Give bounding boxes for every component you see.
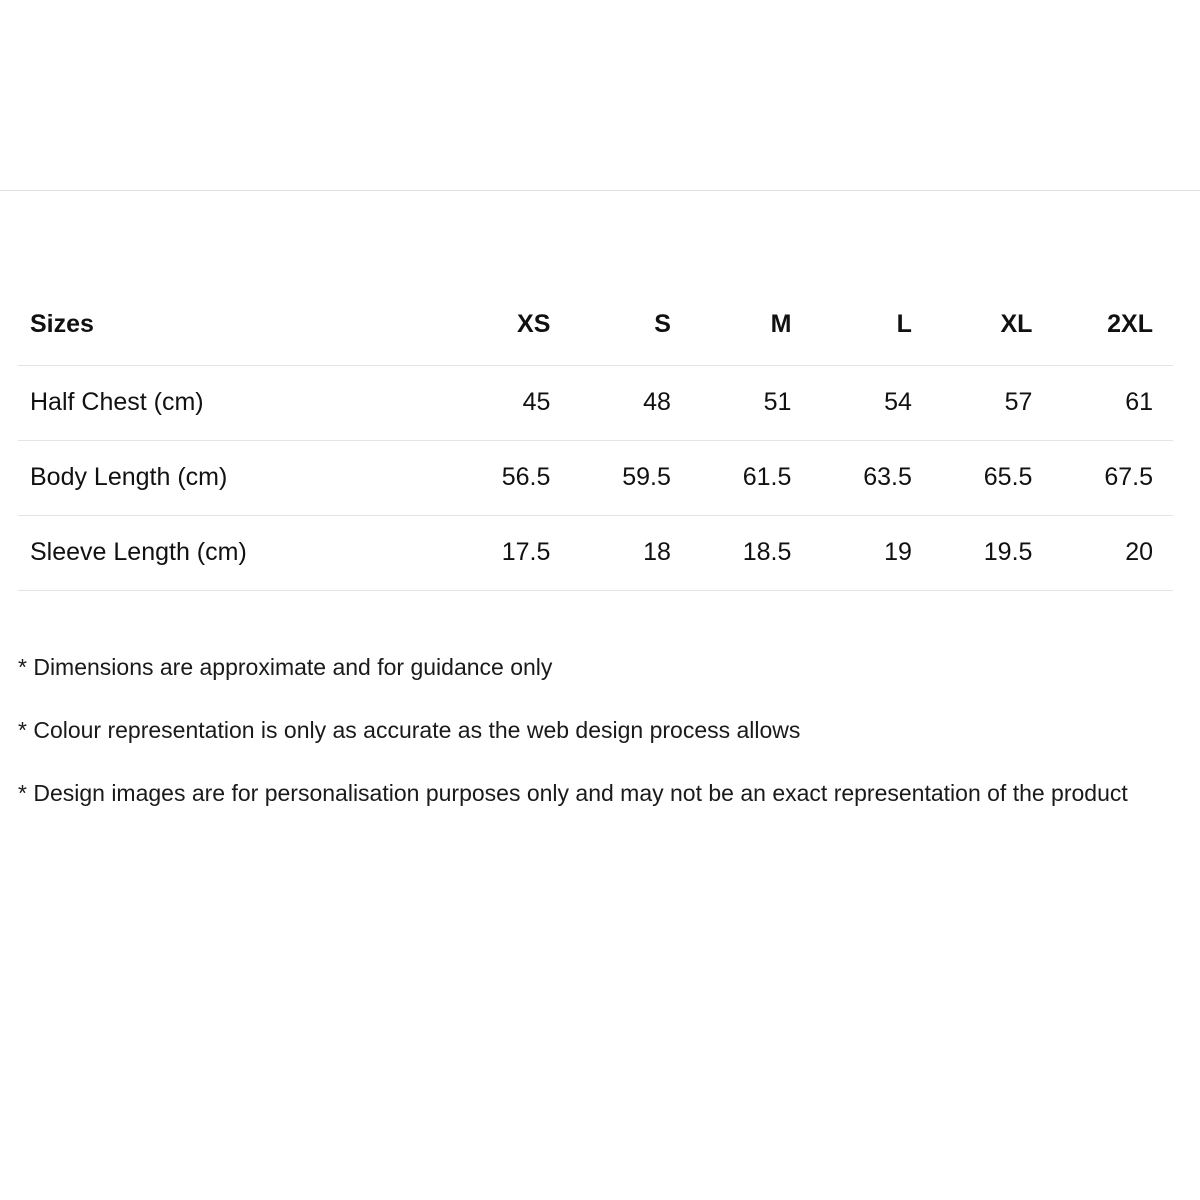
size-guide-content bbox=[0, 285, 1200, 811]
column-header-l: L bbox=[896, 310, 912, 339]
column-header-s: S bbox=[654, 310, 671, 339]
size-chart-head bbox=[18, 285, 1173, 365]
note-design-images: * Design images are for personalisation purposes only and may not be an exact representation of the product bbox=[18, 780, 1128, 807]
column-header-sizes: Sizes bbox=[30, 310, 94, 339]
cell-sleeve-length-m: 18.5 bbox=[742, 538, 792, 566]
column-header-2xl: 2XL bbox=[1107, 310, 1153, 339]
row-label-half-chest: Half Chest (cm) bbox=[30, 388, 204, 416]
cell-sleeve-length-2xl: 20 bbox=[1125, 538, 1153, 566]
row-label-body-length: Body Length (cm) bbox=[30, 463, 228, 491]
column-header-m: M bbox=[770, 310, 792, 339]
cell-half-chest-l: 54 bbox=[884, 388, 912, 416]
cell-body-length-l: 63.5 bbox=[863, 463, 912, 491]
cell-half-chest-s: 48 bbox=[643, 388, 671, 416]
cell-half-chest-xl: 57 bbox=[1004, 388, 1033, 416]
cell-sleeve-length-xs: 17.5 bbox=[501, 538, 551, 566]
size-chart-table bbox=[18, 285, 1173, 591]
table-row bbox=[18, 440, 1173, 515]
row-label-sleeve-length: Sleeve Length (cm) bbox=[30, 538, 247, 566]
cell-half-chest-2xl: 61 bbox=[1125, 388, 1153, 416]
column-header-xs: XS bbox=[517, 310, 551, 339]
notes-section bbox=[0, 651, 1200, 811]
cell-sleeve-length-xl: 19.5 bbox=[983, 538, 1033, 566]
column-header-xl: XL bbox=[1000, 310, 1033, 339]
cell-body-length-xs: 56.5 bbox=[501, 463, 551, 491]
table-row bbox=[18, 515, 1173, 590]
cell-sleeve-length-l: 19 bbox=[884, 538, 912, 566]
table-row bbox=[18, 365, 1173, 440]
cell-body-length-s: 59.5 bbox=[622, 463, 671, 491]
cell-body-length-xl: 65.5 bbox=[983, 463, 1033, 491]
note-dimensions: * Dimensions are approximate and for guidance only bbox=[18, 653, 553, 680]
note-colour: * Colour representation is only as accurate as the web design process allows bbox=[18, 716, 801, 743]
size-chart-body bbox=[18, 365, 1173, 590]
cell-sleeve-length-s: 18 bbox=[643, 538, 671, 566]
top-divider bbox=[0, 190, 1200, 191]
cell-body-length-m: 61.5 bbox=[742, 463, 792, 491]
cell-body-length-2xl: 67.5 bbox=[1104, 463, 1153, 491]
cell-half-chest-xs: 45 bbox=[522, 388, 551, 416]
cell-half-chest-m: 51 bbox=[763, 388, 792, 416]
table-header-row bbox=[18, 285, 1173, 365]
